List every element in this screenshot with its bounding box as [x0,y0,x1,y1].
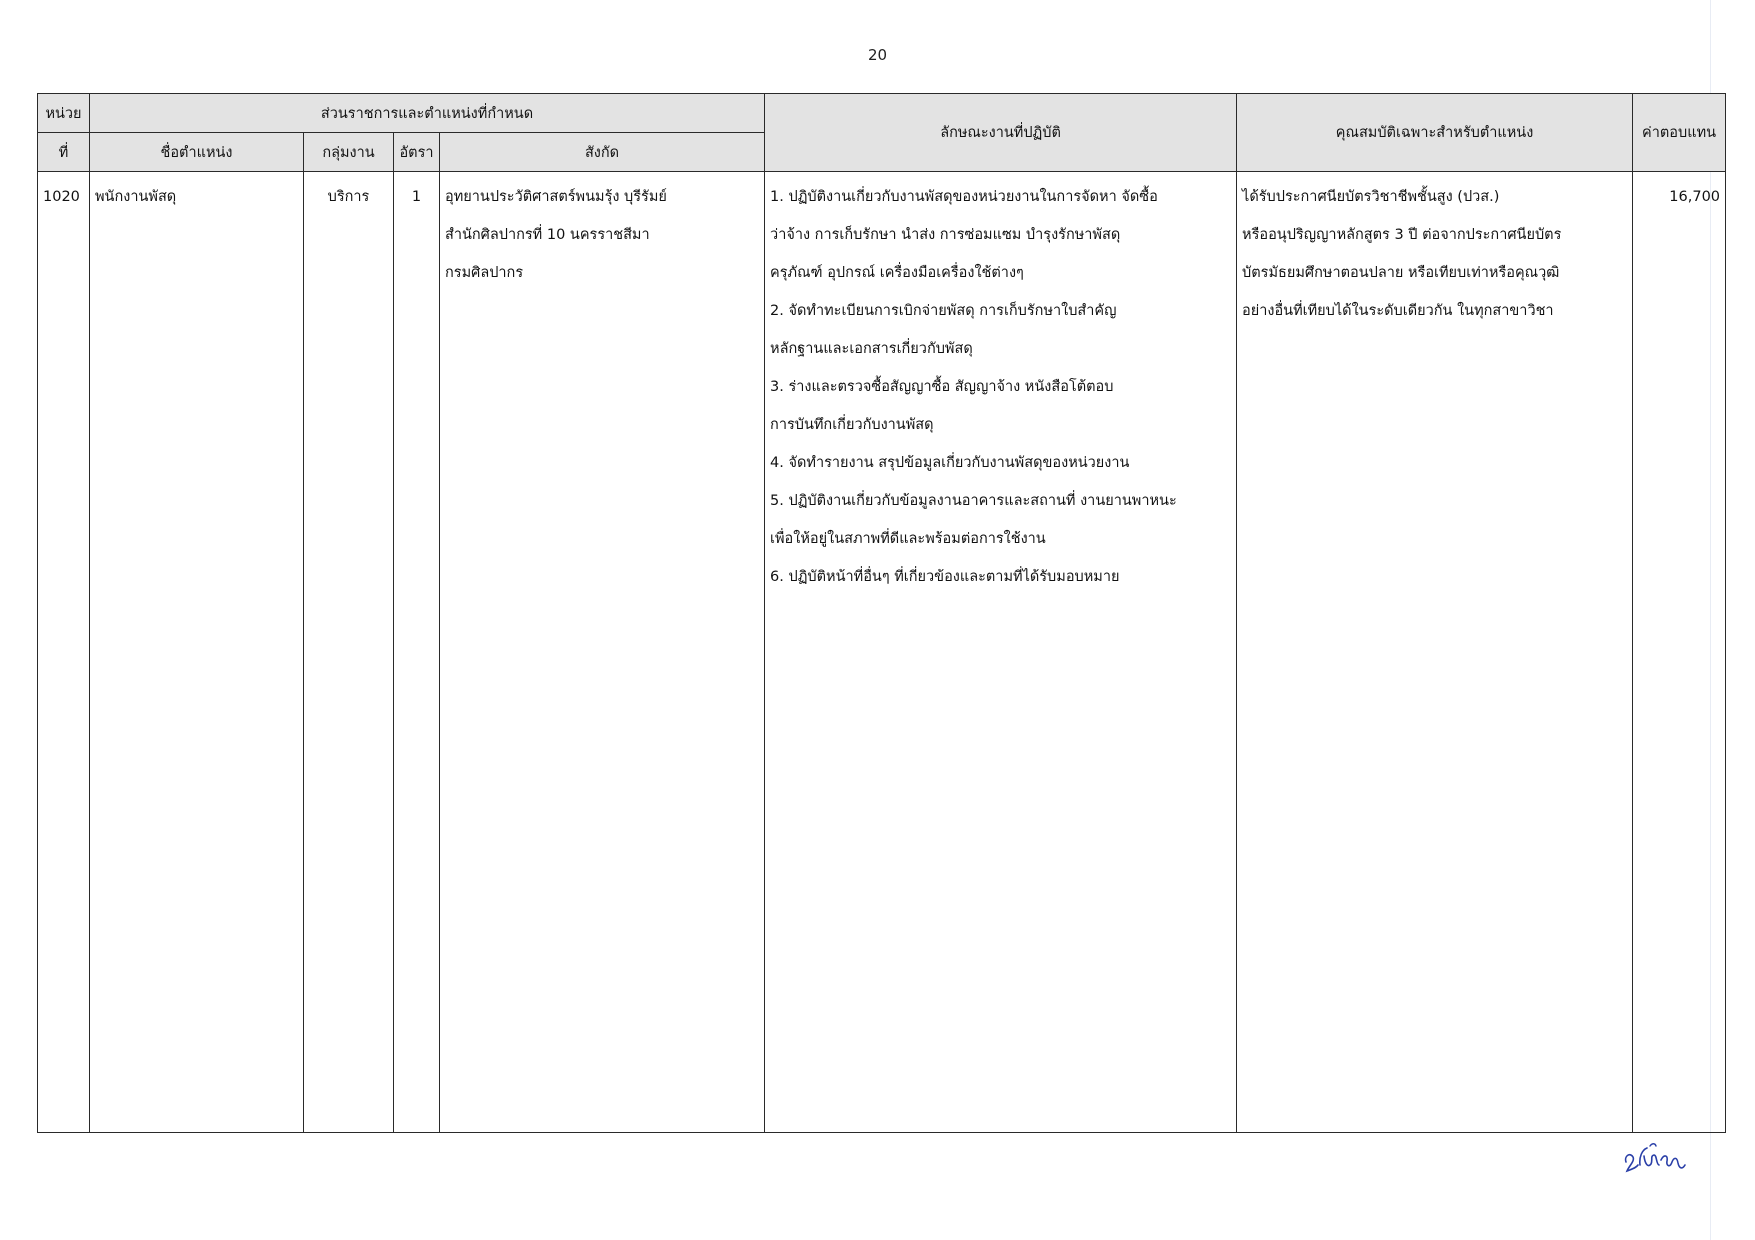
cell-affiliation [440,172,765,1133]
affiliation-line: กรมศิลปากร [445,265,524,281]
page-number: 20 [867,46,888,64]
duty-line: 6. ปฏิบัติหน้าที่อื่นๆ ที่เกี่ยวข้องและตามที่ได้รับมอบหมาย [770,569,1120,585]
cell-position-name: พนักงานพัสดุ [90,172,304,1133]
cell-compensation: 16,700 [1633,172,1726,1133]
header-duties: ลักษณะงานที่ปฏิบัติ [765,94,1237,172]
duty-line: หลักฐานและเอกสารเกี่ยวกับพัสดุ [770,341,973,357]
duty-line: 1. ปฏิบัติงานเกี่ยวกับงานพัสดุของหน่วยงานในการจัดหา จัดซื้อ [770,189,1158,205]
position-table [37,93,1726,1133]
header-rate: อัตรา [394,133,440,172]
header-unit-no-top: หน่วย [38,94,90,133]
cell-duties [765,172,1237,1133]
duty-line: 3. ร่างและตรวจซื้อสัญญาซื้อ สัญญาจ้าง หนังสือโต้ตอบ [770,379,1114,395]
cell-unit-no: 1020 [38,172,90,1133]
header-position-name: ชื่อตำแหน่ง [90,133,304,172]
table-row [38,172,1726,1133]
duty-line: 2. จัดทำทะเบียนการเบิกจ่ายพัสดุ การเก็บรักษาใบสำคัญ [770,303,1117,319]
qualification-line: บัตรมัธยมศึกษาตอนปลาย หรือเทียบเท่าหรือคุณวุฒิ [1242,265,1560,281]
duty-line: ครุภัณฑ์ อุปกรณ์ เครื่องมือเครื่องใช้ต่างๆ [770,265,1024,281]
header-qualifications: คุณสมบัติเฉพาะสำหรับตำแหน่ง [1237,94,1633,172]
qualification-line: หรืออนุปริญญาหลักสูตร 3 ปี ต่อจากประกาศนียบัตร [1242,227,1562,243]
qualification-line: อย่างอื่นที่เทียบได้ในระดับเดียวกัน ในทุกสาขาวิชา [1242,303,1554,319]
duty-line: ว่าจ้าง การเก็บรักษา นำส่ง การซ่อมแซม บำรุงรักษาพัสดุ [770,227,1121,243]
header-unit-no-bottom: ที่ [38,133,90,172]
duty-line: 4. จัดทำรายงาน สรุปข้อมูลเกี่ยวกับงานพัสดุของหน่วยงาน [770,455,1130,471]
qualification-line: ได้รับประกาศนียบัตรวิชาชีพชั้นสูง (ปวส.) [1242,189,1500,205]
duty-line: การบันทึกเกี่ยวกับงานพัสดุ [770,417,934,433]
affiliation-line: สำนักศิลปากรที่ 10 นครราชสีมา [445,227,650,243]
handwritten-signature [1620,1138,1690,1178]
affiliation-line: อุทยานประวัติศาสตร์พนมรุ้ง บุรีรัมย์ [445,189,667,205]
header-work-group: กลุ่มงาน [304,133,394,172]
header-section: ส่วนราชการและตำแหน่งที่กำหนด [90,94,765,133]
header-affiliation: สังกัด [440,133,765,172]
duty-line: เพื่อให้อยู่ในสภาพที่ดีและพร้อมต่อการใช้งาน [770,531,1046,547]
header-compensation: ค่าตอบแทน [1633,94,1726,172]
cell-work-group: บริการ [304,172,394,1133]
cell-rate: 1 [394,172,440,1133]
cell-qualifications [1237,172,1633,1133]
header-row-1 [38,94,1726,133]
duty-line: 5. ปฏิบัติงานเกี่ยวกับข้อมูลงานอาคารและสถานที่ งานยานพาหนะ [770,493,1177,509]
